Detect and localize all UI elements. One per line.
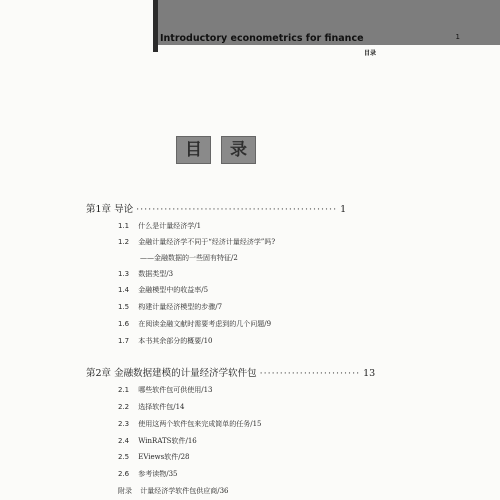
- section-title: 哪些软件包可供使用/13: [138, 386, 213, 394]
- section-title: 构建计量经济模型的步骤/7: [138, 303, 223, 311]
- section-title: 金融模型中的收益率/5: [138, 286, 209, 294]
- toc-heading-char: 目: [176, 136, 211, 164]
- section-number: 1.5: [118, 303, 130, 311]
- section-title: 计量经济学软件包供应商/36: [140, 487, 229, 495]
- section-title: EViews软件/28: [138, 453, 190, 461]
- section-title: 数据类型/3: [138, 270, 174, 278]
- page-number: 1: [455, 33, 460, 41]
- section-entry[interactable]: [118, 237, 275, 247]
- section-entry[interactable]: [118, 402, 185, 412]
- section-number: 1.1: [118, 222, 130, 230]
- section-entry[interactable]: [118, 285, 208, 295]
- section-title: 使用这两个软件包来完成简单的任务/15: [138, 420, 262, 428]
- appendix-entry[interactable]: [118, 486, 229, 496]
- section-number: 1.7: [118, 337, 130, 345]
- section-entry[interactable]: [118, 319, 271, 329]
- chapter-page: 13: [363, 368, 376, 379]
- section-number: 2.6: [118, 470, 130, 478]
- dot-leader: ··················································: [136, 204, 338, 215]
- section-number: 1.6: [118, 320, 130, 328]
- section-number: 2.3: [118, 420, 130, 428]
- section-title: ——金融数据的一些固有特征/2: [140, 254, 238, 262]
- toc-heading-char: 录: [221, 136, 256, 164]
- chapter-entry[interactable]: [86, 365, 375, 379]
- section-entry[interactable]: [118, 469, 178, 479]
- section-number: 2.1: [118, 386, 130, 394]
- section-title: WinRATS软件/16: [138, 437, 197, 445]
- chapter-title: 第1章 导论: [86, 204, 134, 215]
- section-entry[interactable]: [118, 269, 173, 279]
- section-entry[interactable]: [118, 385, 213, 395]
- section-entry[interactable]: [118, 419, 262, 429]
- section-title: 在阅读金融文献时需要考虑到的几个问题/9: [138, 320, 272, 328]
- section-number: 1.4: [118, 286, 130, 294]
- chapter-entry[interactable]: [86, 201, 346, 215]
- section-entry[interactable]: [118, 221, 201, 231]
- section-number: 2.4: [118, 437, 130, 445]
- book-title: Introductory econometrics for finance: [160, 33, 364, 44]
- section-number: 1.3: [118, 270, 130, 278]
- section-entry[interactable]: [118, 302, 222, 312]
- dot-leader: ·························: [259, 368, 361, 379]
- chapter-page: 1: [340, 204, 347, 215]
- section-entry[interactable]: [118, 436, 197, 446]
- chapter-title: 第2章 金融数据建模的计量经济学软件包: [86, 368, 257, 379]
- section-number: 2.5: [118, 453, 130, 461]
- section-title: 参考读物/35: [138, 470, 178, 478]
- section-entry[interactable]: [118, 452, 190, 462]
- section-title: 本书其余部分的概要/10: [138, 337, 213, 345]
- section-number: 1.2: [118, 238, 130, 246]
- section-entry[interactable]: [118, 336, 213, 346]
- section-title: 选择软件包/14: [138, 403, 185, 411]
- section-label: 目录: [364, 50, 377, 57]
- appendix-label: 附录: [118, 487, 132, 495]
- section-title: 金融计量经济学不同于“经济计量经济学”吗?: [138, 238, 276, 246]
- section-title: 什么是计量经济学/1: [138, 222, 202, 230]
- section-number: 2.2: [118, 403, 130, 411]
- section-continuation: [140, 253, 238, 263]
